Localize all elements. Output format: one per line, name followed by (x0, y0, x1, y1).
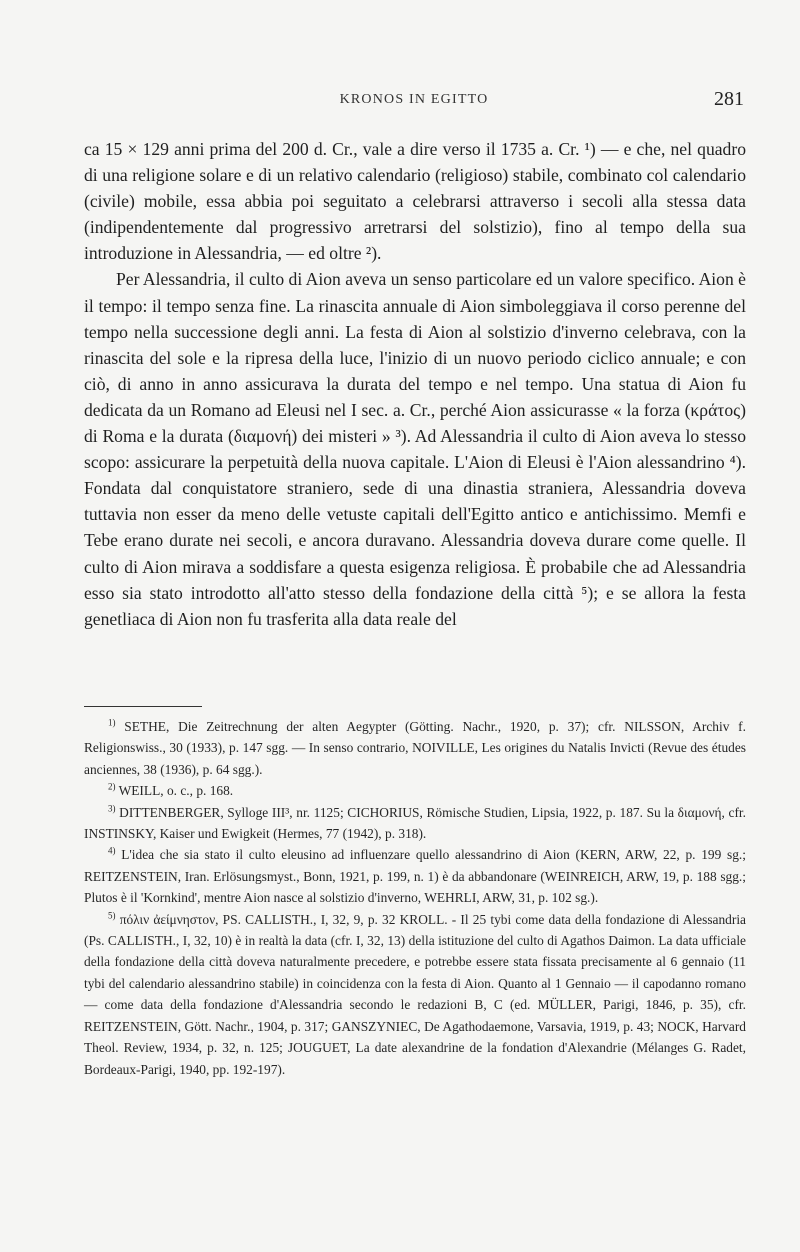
footnotes (84, 716, 746, 1080)
footnote-rule (84, 706, 202, 707)
footnote-mark: 5) (108, 910, 116, 921)
footnote-text: DITTENBERGER, Sylloge III³, nr. 1125; CICHORIUS, Römische Studien, Lipsia, 1922, p. 187. Su la διαμονή, cfr. INSTINSKY, Kaiser und Ewigkeit (Hermes, 77 (1942), p. 318). (84, 804, 746, 842)
footnote-text: L'idea che sia stato il culto eleusino ad influenzare quello alessandrino di Aion (KERN, ARW, 22, p. 199 sg.; REITZENSTEIN, Iran. Erlösungsmyst., Bonn, 1921, p. 199, n. 1) è da abbandonare (WEINREICH, ARW, 19, p. 188 sgg.; Plutos è il 'Kornkind', mentre Aion nasce al solstizio d'inverno, WEHRLI, ARW, 31, p. 102 sg.). (84, 847, 746, 906)
paragraph-aion: Per Alessandria, il culto di Aion aveva un senso particolare ed un valore specifico. Aion è il tempo: il tempo senza fine. La rinascita annuale di Aion simboleggiava il corso perenne del tempo nella successione degli anni. La festa di Aion al solstizio d'inverno celebrava, con la rinascita del sole e la ripresa della luce, l'inizio di un nuovo periodo ciclico annuale; e con ciò, di anno in anno assicurava la durata del tempo e nel tempo. Una statua di Aion fu dedicata da un Romano ad Eleusi nel I sec. a. Cr., perché Aion assicurasse « la forza (κράτος) di Roma e la durata (διαμονή) dei misteri » ³). Ad Alessandria il culto di Aion aveva lo stesso scopo: assicurare la perpetuità della nuova capitale. L'Aion di Eleusi è l'Aion alessandrino ⁴). Fondata dal conquistatore straniero, sede di una dinastia straniera, Alessandria doveva tuttavia non esser da meno delle vetuste capitali dell'Egitto antico e antichissimo. Memfi e Tebe erano durate nei secoli, e ancora duravano. Alessandria doveva durare come quelle. Il culto di Aion mirava a soddisfare a questa esigenza religiosa. È probabile che ad Alessandria esso sia stato introdotto all'atto stesso della fondazione della città ⁵); e se allora la festa genetliaca di Aion non fu trasferita alla data reale del (84, 269, 746, 629)
page-number: 281 (714, 88, 744, 110)
footnote-1 (84, 716, 746, 780)
footnote-text: SETHE, Die Zeitrechnung der alten Aegypter (Götting. Nachr., 1920, p. 37); cfr. NILSSON, Archiv f. Religionswiss., 30 (1933), p. 147 sgg. — In senso contrario, NOIVILLE, Les origines du Natalis Invicti (Revue des études anciennes, 38 (1936), p. 64 sgg.). (84, 719, 746, 777)
footnote-mark: 1) (108, 717, 116, 728)
footnote-text: WEILL, o. c., p. 168. (118, 783, 234, 799)
footnote-mark: 3) (108, 803, 116, 814)
footnote-mark: 4) (108, 845, 116, 856)
footnote-text: πόλιν ἀείμνηστον, PS. CALLISTH., I, 32, 9, p. 32 KROLL. - Il 25 tybi come data della fondazione di Alessandria (Ps. CALLISTH., I, 32, 10) è in realtà la data (cfr. I, 32, 13) della istituzione del culto di Agathos Daimon. La data ufficiale della fondazione della città doveva naturalmente precedere, e potrebbe essere stata fissata precisamente al 6 gennaio (11 tybi del calendario alessandrino stabile) in coincidenza con la festa di Aion. Quanto al 1 Gennaio — il capodanno romano — come data della fondazione d'Alessandria secondo le redazioni B, C (ed. MÜLLER, Parigi, 1846, p. 35), cfr. REITZENSTEIN, Gött. Nachr., 1904, p. 317; GANSZYNIEC, De Agathodaemone, Varsavia, 1919, p. 43; NOCK, Harvard Theol. Review, 1934, p. 32, n. 125; JOUGUET, La date alexandrine de la fondation d'Alexandrie (Mélanges G. Radet, Bordeaux-Parigi, 1940, pp. 192-197). (84, 911, 746, 1077)
footnote-5 (84, 909, 746, 1080)
paragraph-continuation: ca 15 × 129 anni prima del 200 d. Cr., vale a dire verso il 1735 a. Cr. ¹) — e che, nel quadro di una religione solare e di un relativo calendario (religioso) stabile, combinato col calendario (civile) mobile, essa abbia poi seguitato a celebrarsi attraverso i secoli alla stessa data (indipendentemente dal progressivo arretrarsi del solstizio), fino al tempo della sua introduzione in Alessandria, — ed oltre ²). (84, 139, 746, 264)
footnote-4 (84, 844, 746, 908)
footnote-2 (84, 780, 746, 801)
footnote-mark: 2) (108, 781, 116, 792)
main-text (84, 136, 746, 632)
running-title: KRONOS IN EGITTO (339, 92, 489, 107)
footnote-3 (84, 802, 746, 845)
running-head (84, 88, 744, 114)
